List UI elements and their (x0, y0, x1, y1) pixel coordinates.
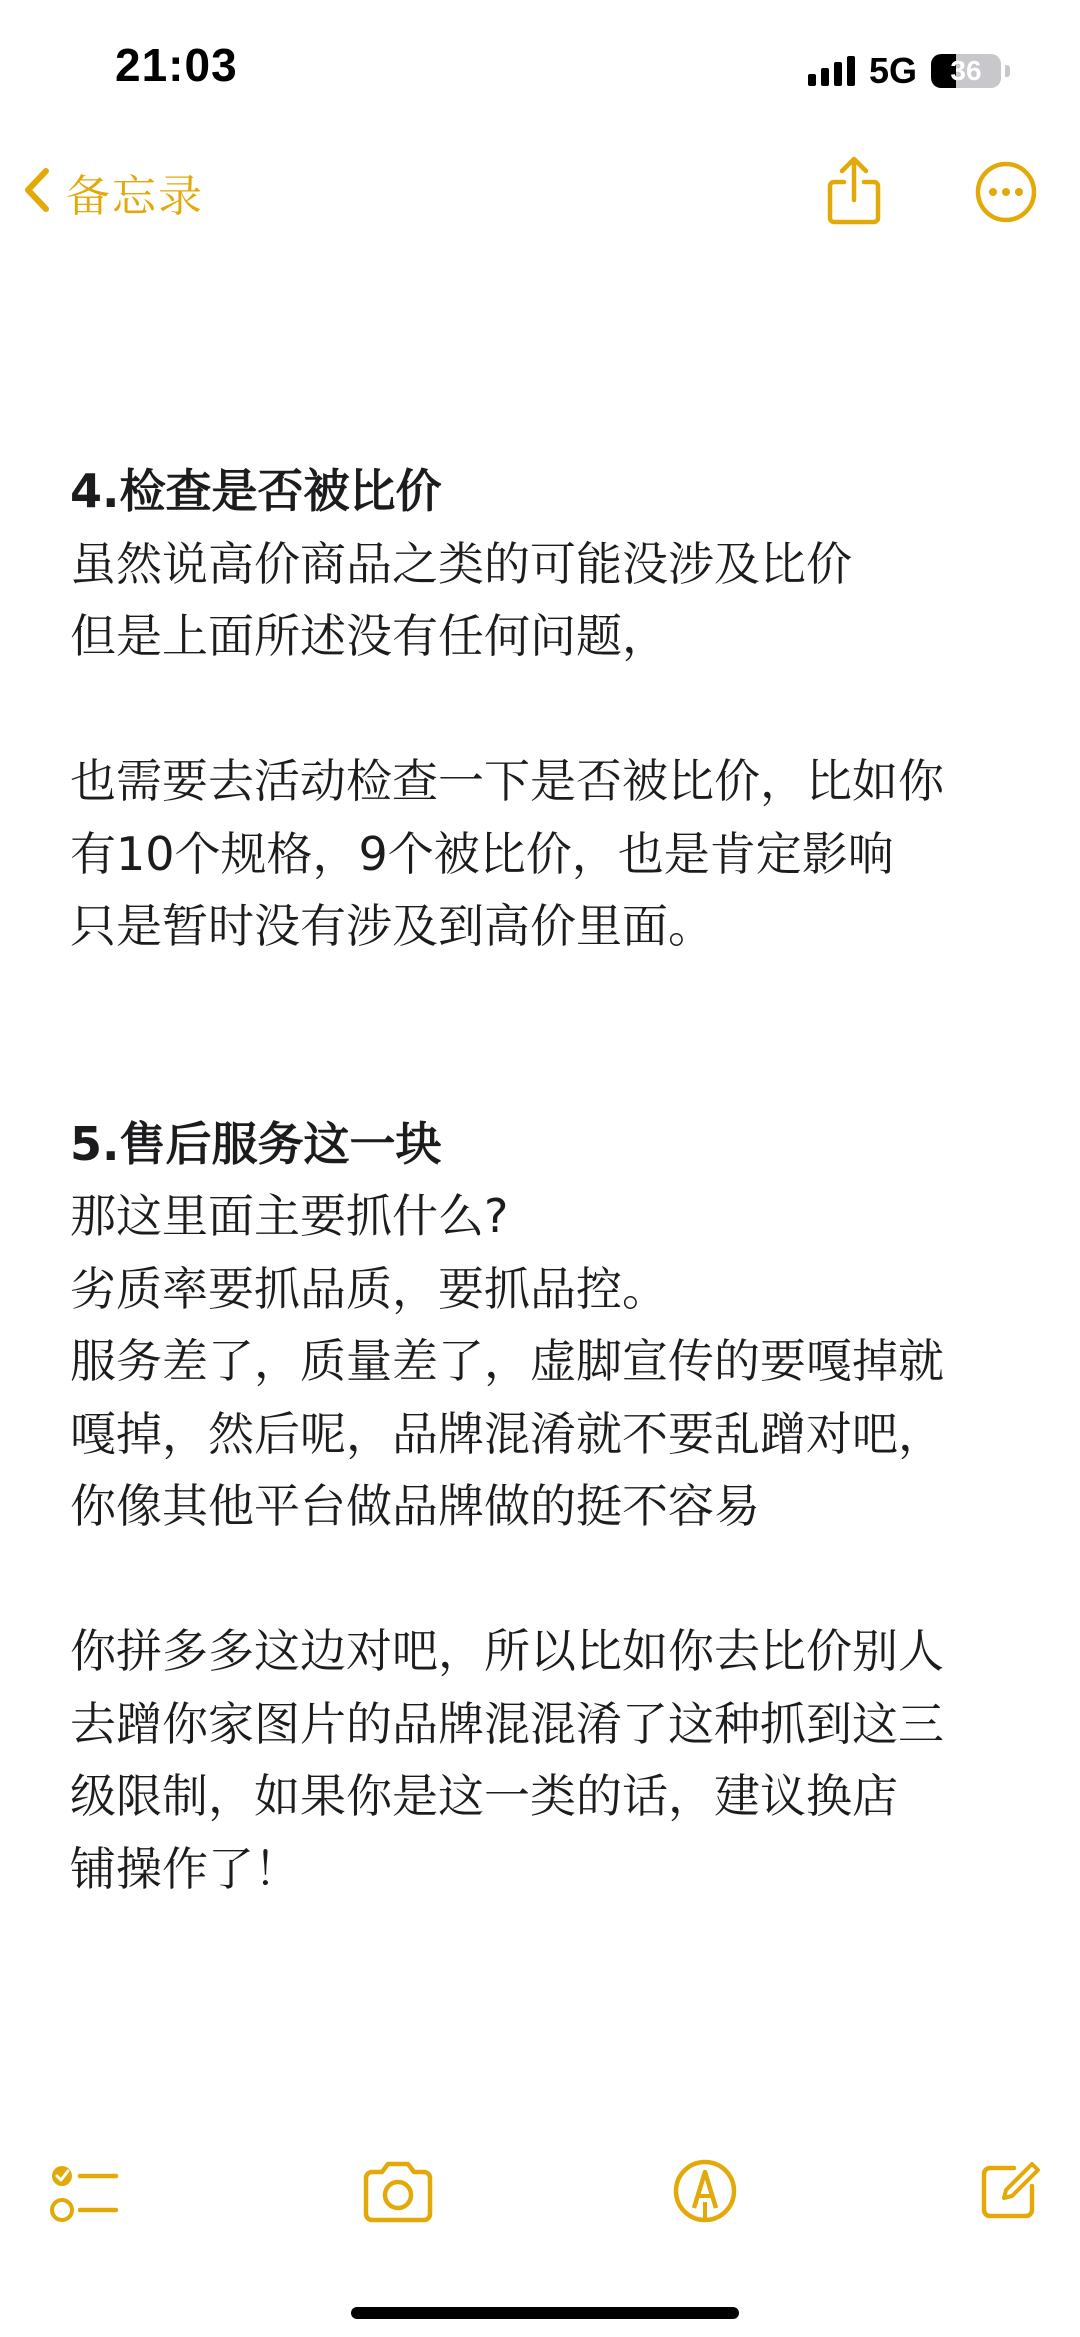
more-button[interactable] (974, 160, 1038, 224)
battery-cap (1005, 65, 1010, 77)
note-line: 有10个规格，9个被比价，也是肯定影响 (70, 826, 894, 881)
status-time: 21:03 (115, 39, 238, 91)
camera-button[interactable] (360, 2160, 436, 2228)
cellular-signal-icon (808, 56, 855, 86)
markup-button[interactable] (672, 2158, 738, 2228)
note-line: 虽然说高价商品之类的可能没涉及比价 (70, 536, 852, 591)
note-line: 劣质率要抓品质，要抓品控。 (70, 1261, 668, 1316)
ellipsis-circle-icon (974, 209, 1038, 228)
camera-icon (360, 2209, 436, 2228)
checklist-icon (50, 2211, 120, 2230)
checklist-button[interactable] (50, 2162, 120, 2230)
note-blank-line (70, 963, 1030, 1036)
note-line: 级限制，如果你是这一类的话，建议换店 (70, 1769, 898, 1823)
note-blank-line (70, 1543, 1030, 1616)
back-button[interactable] (22, 160, 204, 224)
markup-pen-icon (672, 2209, 738, 2228)
battery-level: 36 (950, 55, 982, 86)
bottom-toolbar (0, 2150, 1080, 2250)
note-line: 你像其他平台做品牌做的挺不容易 (70, 1479, 760, 1533)
note-line: 去蹭你家图片的品牌混混淆了这种抓到这三 (70, 1696, 944, 1751)
note-line: 那这里面主要抓什么? (70, 1189, 509, 1243)
compose-button[interactable] (978, 2158, 1042, 2226)
note-heading: 4.检查是否被比价 (70, 464, 442, 518)
nav-bar (0, 150, 1080, 240)
status-bar (0, 0, 1080, 130)
back-label: 备忘录 (66, 171, 204, 222)
note-line: 但是上面所述没有任何问题， (70, 609, 668, 663)
note-line: 铺操作了！ (70, 1841, 300, 1896)
share-icon (826, 211, 882, 230)
share-button[interactable] (826, 154, 882, 226)
status-indicators (808, 50, 1010, 92)
note-line: 你拼多多这边对吧，所以比如你去比价别人 (70, 1624, 944, 1678)
note-line: 也需要去活动检查一下是否被比价，比如你 (70, 754, 944, 808)
note-heading: 5.售后服务这一块 (70, 1116, 442, 1171)
note-blank-line (70, 1035, 1030, 1108)
note-blank-line (70, 673, 1030, 746)
network-type: 5G (868, 50, 917, 91)
note-line: 嘎掉，然后呢，品牌混淆就不要乱蹭对吧， (70, 1406, 944, 1461)
note-body[interactable] (70, 455, 1030, 1905)
compose-icon (978, 2207, 1042, 2226)
note-line: 服务差了，质量差了，虚脚宣传的要嘎掉就 (70, 1334, 944, 1388)
chevron-left-icon (22, 165, 52, 219)
battery-icon (931, 54, 1001, 88)
home-indicator (351, 2307, 739, 2319)
note-line: 只是暂时没有涉及到高价里面。 (70, 899, 714, 953)
